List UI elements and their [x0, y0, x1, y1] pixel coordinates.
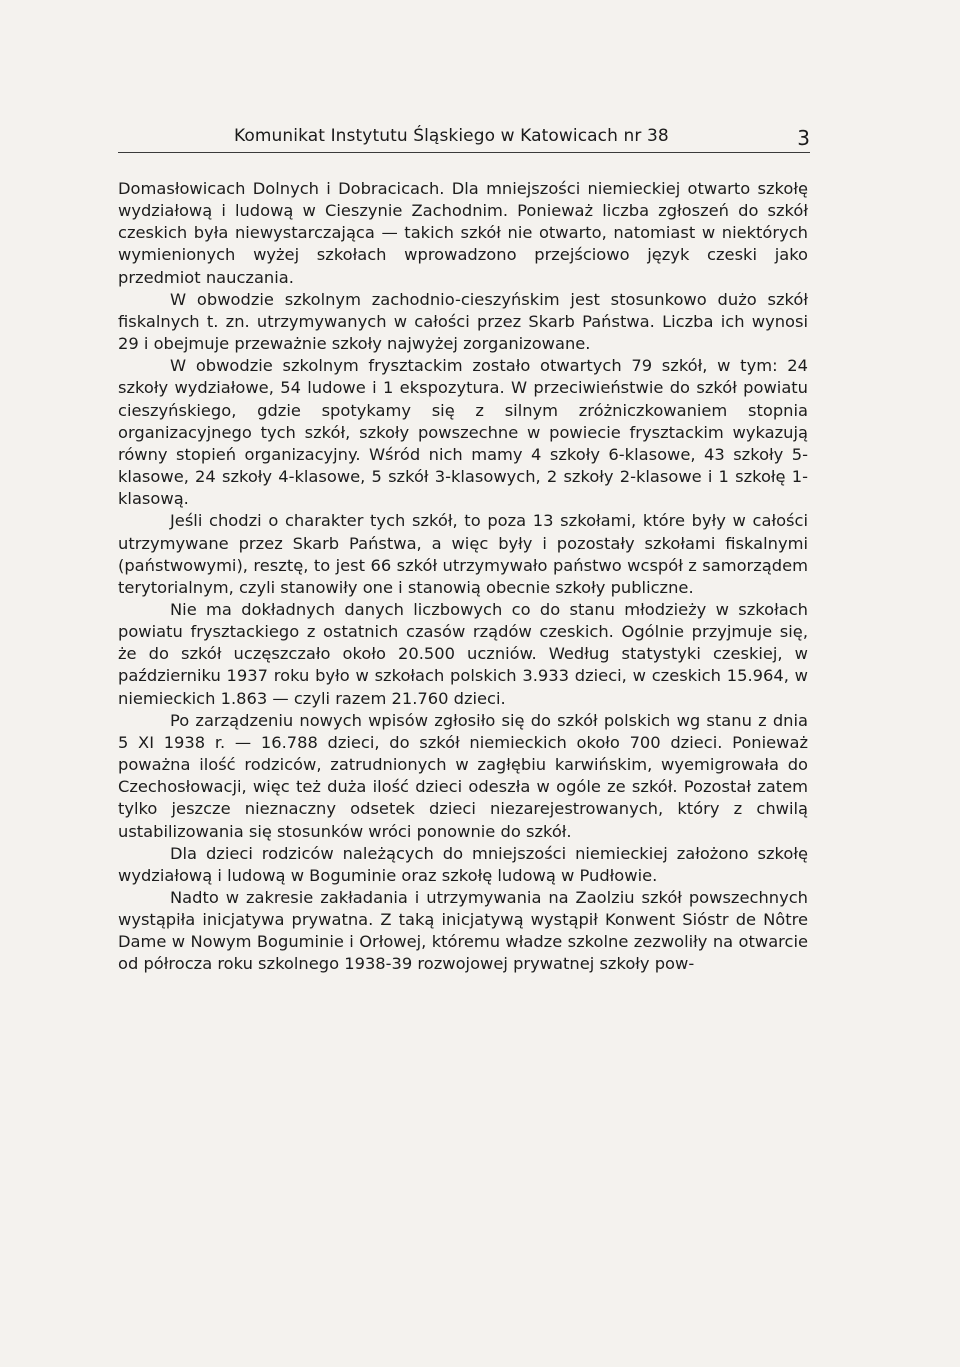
- paragraph-5: Nie ma dokładnych danych liczbowych co do stanu młodzieży w szkołach powiatu frysztackiego z ostatnich czasów rządów czeskich. Ogólnie przyjmuje się, że do szkół uczęszczało około 20.500 uczniów. Według statystyki czeskiej, w październiku 1937 roku było w szkołach polskich 3.933 dzieci, w czeskich 15.964, w niemieckich 1.863 — czyli razem 21.760 dzieci.: [118, 599, 808, 708]
- running-header: [118, 122, 810, 152]
- paragraph-2: W obwodzie szkolnym zachodnio-cieszyńskim jest stosunkowo dużo szkół fiskalnych t. zn. utrzymywanych w całości przez Skarb Państwa. Liczba ich wynosi 29 i obejmuje przeważnie szkoły najwyżej zorganizowane.: [118, 289, 808, 354]
- journal-title: Komunikat Instytutu Śląskiego w Katowicach nr 38: [234, 126, 669, 146]
- paragraph-4: Jeśli chodzi o charakter tych szkół, to poza 13 szkołami, które były w całości utrzymywane przez Skarb Państwa, a więc były i pozostały szkołami fiskalnymi (państwowymi), resztę, to jest 66 szkół utrzymywało państwo wcspół z samorządem terytorialnym, czyli stanowiły one i stanowią obecnie szkoły publiczne.: [118, 511, 808, 597]
- header-divider: [118, 152, 810, 153]
- paragraph-8: Nadto w zakresie zakładania i utrzymywania na Zaolziu szkół powszechnych wystąpiła inicjatywa prywatna. Z taką inicjatywą wystąpił Konwent Sióstr de Nôtre Dame w Nowym Boguminie i Orłowej, któremu władze szkolne zezwoliły na otwarcie od półrocza roku szkolnego 1938-39 rozwojowej prywatnej szkoły pow-: [118, 888, 808, 974]
- paragraph-7: Dla dzieci rodziców należących do mniejszości niemieckiej założono szkołę wydziałową i ludową w Boguminie oraz szkołę ludową w Pudłowie.: [118, 843, 808, 885]
- paragraph-6: Po zarządzeniu nowych wpisów zgłosiło się do szkół polskich wg stanu z dnia 5 XI 1938 r. — 16.788 dzieci, do szkół niemieckich około 700 dzieci. Ponieważ poważna ilość rodziców, zatrudnionych w zagłębiu karwińskim, wyemigrowała do Czechosłowacji, więc też duża ilość dzieci odeszła w ogóle ze szkół. Pozostał zatem tylko jeszcze nieznaczny odsetek dzieci niezarejestrowanych, który z chwilą ustabilizowania się stosunków wróci ponownie do szkół.: [118, 710, 808, 841]
- body-text: [118, 178, 808, 976]
- page-number: 3: [797, 126, 810, 150]
- paragraph-3: W obwodzie szkolnym frysztackim zostało otwartych 79 szkół, w tym: 24 szkoły wydziałowe, 54 ludowe i 1 ekspozytura. W przeciwieństwie do szkół powiatu cieszyńskiego, gdzie spotykamy się z silnym zróżniczkowaniem stopnia organizacyjnego tych szkół, szkoły powszechne w powiecie frysztackim wykazują równy stopień organizacyjny. Wśród nich mamy 4 szkoły 6-klasowe, 43 szkoły 5-klasowe, 24 szkoły 4-klasowe, 5 szkół 3-klasowych, 2 szkoły 2-klasowe i 1 szkołę 1-klasową.: [118, 356, 808, 509]
- paragraph-1: Domasłowicach Dolnych i Dobracicach. Dla mniejszości niemieckiej otwarto szkołę wydziałową i ludową w Cieszynie Zachodnim. Ponieważ liczba zgłoszeń do szkół czeskich była niewystarczająca — takich szkół nie otwarto, natomiast w niektórych wymienionych wyżej szkołach wprowadzono przejściowo język czeski jako przedmiot nauczania.: [118, 179, 808, 287]
